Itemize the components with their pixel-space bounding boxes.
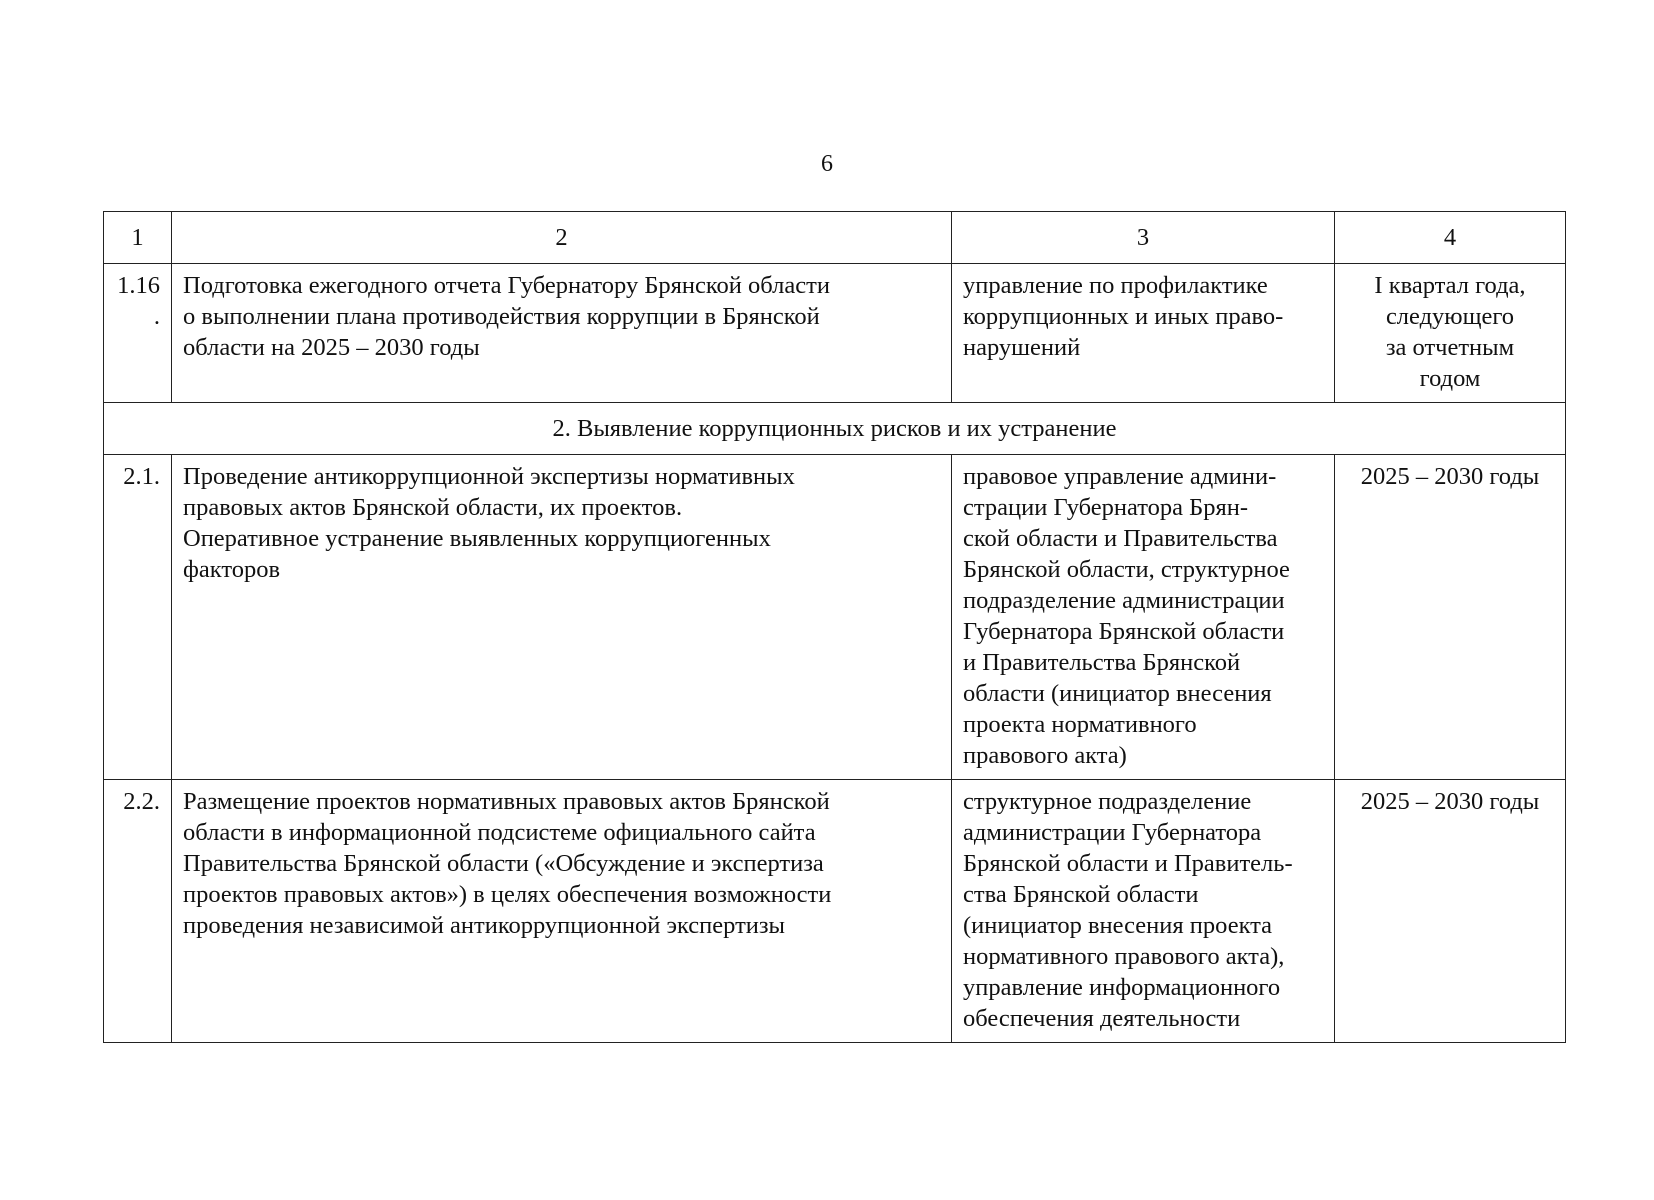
executor-cell xyxy=(952,264,1335,403)
executor-line: правового акта) xyxy=(963,742,1127,769)
executor-line: области (инициатор внесения xyxy=(963,680,1272,707)
executor-line: обеспечения деятельности xyxy=(963,1005,1241,1032)
table-row xyxy=(104,455,1566,780)
executor-line: ства Брянской области xyxy=(963,881,1199,908)
executor-cell xyxy=(952,780,1335,1043)
term-line: годом xyxy=(1419,365,1481,392)
measure-line: области в информационной подсистеме официального сайта xyxy=(183,819,816,846)
measure-cell xyxy=(172,780,952,1043)
executor-line: управление информационного xyxy=(963,974,1281,1001)
term-line: I квартал года, xyxy=(1374,272,1526,299)
measure-line: правовых актов Брянской области, их проектов. xyxy=(183,494,683,521)
term-cell xyxy=(1335,264,1566,403)
executor-line: (инициатор внесения проекта xyxy=(963,912,1273,939)
executor-cell xyxy=(952,455,1335,780)
table-row xyxy=(104,264,1566,403)
column-number-1: 1 xyxy=(104,212,172,264)
measure-line: проведения независимой антикоррупционной экспертизы xyxy=(183,912,786,939)
term-line: 2025 – 2030 годы xyxy=(1360,788,1540,815)
measure-line: проектов правовых актов») в целях обеспечения возможности xyxy=(183,881,832,908)
column-number-2: 2 xyxy=(172,212,952,264)
term-line: следующего xyxy=(1385,303,1515,330)
measure-line: Оперативное устранение выявленных коррупциогенных xyxy=(183,525,771,552)
executor-line: коррупционных и иных право- xyxy=(963,303,1284,330)
executor-line: правовое управление админи- xyxy=(963,463,1277,490)
measure-cell xyxy=(172,455,952,780)
executor-line: Брянской области и Правитель- xyxy=(963,850,1293,877)
table-header-row xyxy=(104,212,1566,264)
executor-line: Губернатора Брянской области xyxy=(963,618,1285,645)
executor-line: страции Губернатора Брян- xyxy=(963,494,1248,521)
measure-line: Правительства Брянской области («Обсуждение и экспертиза xyxy=(183,850,824,877)
measure-cell xyxy=(172,264,952,403)
measure-line: области на 2025 – 2030 годы xyxy=(183,334,480,361)
column-number-3: 3 xyxy=(952,212,1335,264)
section-heading-row xyxy=(104,403,1566,455)
measure-line: факторов xyxy=(183,556,281,583)
item-number: 2.2. xyxy=(104,780,172,1043)
executor-line: нормативного правового акта), xyxy=(963,943,1285,970)
section-title: 2. Выявление коррупционных рисков и их устранение xyxy=(104,403,1566,455)
executor-line: и Правительства Брянской xyxy=(963,649,1241,676)
executor-line: управление по профилактике xyxy=(963,272,1268,299)
plan-table xyxy=(103,211,1566,1043)
page-number: 6 xyxy=(821,151,833,177)
item-number: 2.1. xyxy=(104,455,172,780)
term-cell xyxy=(1335,455,1566,780)
measure-line: Проведение антикоррупционной экспертизы нормативных xyxy=(183,463,795,490)
executor-line: администрации Губернатора xyxy=(963,819,1262,846)
measure-line: о выполнении плана противодействия коррупции в Брянской xyxy=(183,303,820,330)
measure-line: Подготовка ежегодного отчета Губернатору Брянской области xyxy=(183,272,830,299)
executor-line: структурное подразделение xyxy=(963,788,1252,815)
measure-line: Размещение проектов нормативных правовых актов Брянской xyxy=(183,788,830,815)
executor-line: нарушений xyxy=(963,334,1081,361)
table-row xyxy=(104,780,1566,1043)
term-line: за отчетным xyxy=(1385,334,1515,361)
column-number-4: 4 xyxy=(1335,212,1566,264)
executor-line: подразделение администрации xyxy=(963,587,1285,614)
term-cell xyxy=(1335,780,1566,1043)
item-number: 1.16. xyxy=(104,264,172,403)
executor-line: ской области и Правительства xyxy=(963,525,1278,552)
executor-line: проекта нормативного xyxy=(963,711,1197,738)
term-line: 2025 – 2030 годы xyxy=(1360,463,1540,490)
executor-line: Брянской области, структурное xyxy=(963,556,1290,583)
